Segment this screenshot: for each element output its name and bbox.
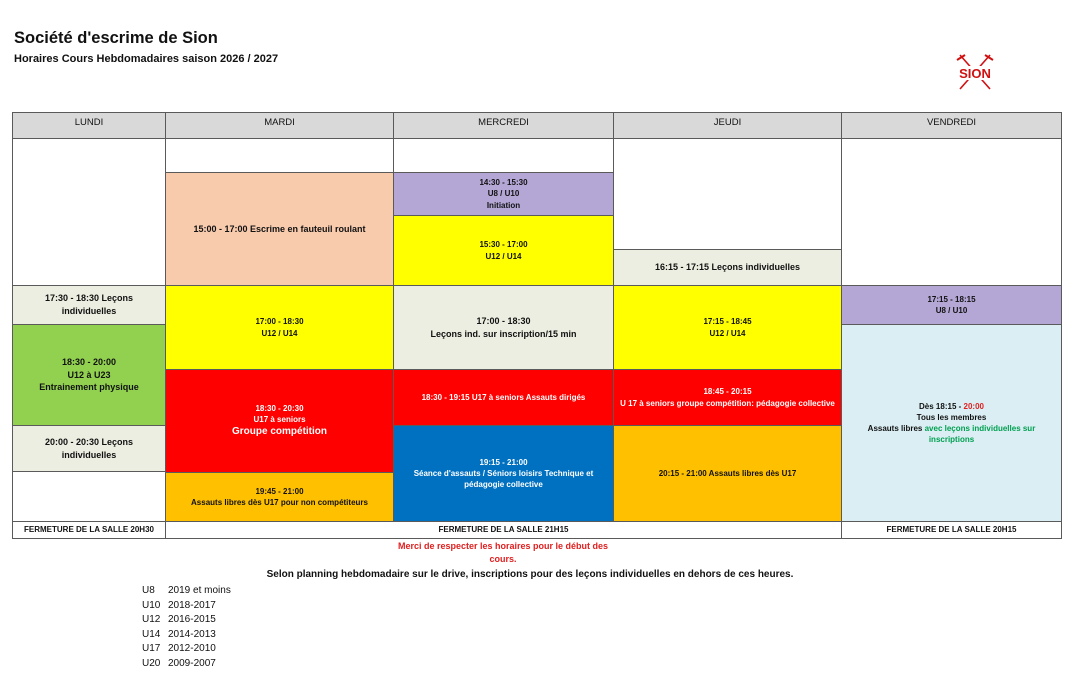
page-title: Société d'escrime de Sion (14, 29, 218, 47)
session-monday-lecons-2 (12, 425, 166, 472)
legend-row (142, 613, 231, 628)
session-text: 18:30 - 19:15 U17 à seniors Assauts dirigés (421, 392, 586, 402)
session-tuesday-assauts (165, 472, 394, 522)
session-time: 17:00 - 18:30 (476, 315, 531, 326)
session-group: U12 / U14 (485, 251, 522, 261)
session-text: 15:00 - 17:00 Escrime en fauteuil roulant (193, 223, 366, 234)
session-desc: Initiation (486, 200, 521, 210)
legend-years: 2014-2013 (168, 628, 216, 640)
session-monday-u12-u23 (12, 324, 166, 426)
session-desc: U 17 à seniors groupe compétition: pédagogie collective (620, 398, 835, 408)
session-wednesday-u12-u14 (393, 215, 614, 286)
session-tuesday-fauteuil (165, 172, 394, 286)
empty-slot-monday-morning (12, 138, 166, 286)
session-desc: Entrainement physique (39, 382, 139, 393)
closing-friday: FERMETURE DE LA SALLE 20H15 (841, 521, 1062, 539)
session-time: 17:00 - 18:30 (255, 317, 304, 327)
crossed-swords-icon (952, 52, 998, 92)
session-thursday-competition (613, 369, 842, 426)
session-friday-members (841, 324, 1062, 522)
session-text: 20:00 - 20:30 Leçons individuelles (44, 436, 134, 460)
session-desc: Groupe compétition (232, 426, 327, 438)
session-time-end: 20:00 (963, 401, 984, 411)
session-desc: Leçons ind. sur inscription/15 min (430, 328, 577, 339)
legend-years: 2018-2017 (168, 599, 216, 611)
session-time: 18:30 - 20:00 (61, 357, 117, 368)
empty-slot-tuesday-morning (165, 138, 394, 173)
session-thursday-assauts (613, 425, 842, 522)
schedule-notice: Merci de respecter les horaires pour le début des cours. (397, 541, 609, 565)
session-time: 19:45 - 21:00 (255, 486, 304, 496)
closing-tue-thu: FERMETURE DE LA SALLE 21H15 (165, 521, 842, 539)
legend-category: U17 (142, 643, 161, 654)
empty-slot-monday-evening (12, 471, 166, 522)
legend-category: U20 (142, 657, 161, 669)
session-thursday-lecons (613, 249, 842, 286)
session-group: U8 / U10 (487, 189, 520, 199)
session-time (919, 401, 984, 412)
session-desc-highlight: avec leçons individuelles sur inscriptions (924, 424, 1036, 445)
session-time: 19:15 - 21:00 (479, 457, 528, 467)
session-desc-main: Assauts libres (867, 424, 925, 433)
session-thursday-u12-u14 (613, 285, 842, 370)
legend-years: 2009-2007 (168, 657, 216, 669)
session-time: 17:15 - 18:45 (703, 317, 752, 327)
session-time: 17:15 - 18:15 (927, 294, 976, 304)
session-time: 18:30 - 20:30 (255, 403, 304, 413)
day-header-thursday: JEUDI (613, 112, 842, 139)
legend-row (142, 657, 231, 672)
session-group: Tous les membres (916, 412, 987, 422)
legend-category: U12 (142, 614, 161, 625)
empty-slot-friday-morning (841, 138, 1062, 286)
session-time-start: Dès 18:15 - (919, 401, 964, 411)
session-group: U12 / U14 (261, 328, 298, 338)
logo-text: SION (959, 66, 991, 81)
session-desc: Assauts libres dès U17 pour non compétiteurs (191, 498, 368, 507)
legend-row (142, 628, 231, 643)
page-subtitle: Horaires Cours Hebdomadaires saison 2026 / 2027 (14, 53, 279, 65)
day-header-friday: VENDREDI (841, 112, 1062, 139)
legend-row (142, 642, 231, 657)
session-tuesday-competition (165, 369, 394, 473)
session-time: 18:45 - 20:15 (703, 387, 752, 397)
legend-category: U8 (142, 585, 155, 596)
session-group: U12 / U14 (709, 328, 746, 338)
legend-row (142, 584, 231, 599)
empty-slot-thursday-morning (613, 138, 842, 250)
day-header-monday: LUNDI (12, 112, 166, 139)
legend-years: 2019 et moins (168, 585, 231, 596)
session-wednesday-lecons (393, 285, 614, 370)
session-wednesday-assauts-diriges (393, 369, 614, 426)
session-desc: Séance d'assauts / Séniors loisirs Technique et pédagogie collective (413, 468, 594, 490)
session-desc (846, 423, 1057, 445)
planning-note: Selon planning hebdomadaire sur le drive, inscriptions pour des leçons individuelles en dehors de ces heures. (266, 569, 794, 580)
session-wednesday-initiation (393, 172, 614, 216)
legend-row (142, 599, 231, 614)
legend-category: U14 (142, 628, 161, 640)
session-text: 17:30 - 18:30 Leçons individuelles (44, 293, 134, 316)
session-group: U12 à U23 (67, 369, 111, 380)
session-text: 16:15 - 17:15 Leçons individuelles (654, 262, 801, 273)
day-header-wednesday: MERCREDI (393, 112, 614, 139)
legend-years: 2012-2010 (168, 643, 216, 654)
session-time: 15:30 - 17:00 (479, 240, 528, 250)
legend-category: U10 (142, 599, 161, 611)
session-monday-lecons-1 (12, 285, 166, 325)
legend-years: 2016-2015 (168, 614, 216, 625)
day-header-tuesday: MARDI (165, 112, 394, 139)
session-friday-u8-u10 (841, 285, 1062, 325)
age-category-legend (142, 584, 231, 671)
empty-slot-wednesday-morning (393, 138, 614, 173)
session-time: 14:30 - 15:30 (479, 178, 528, 188)
session-group: U17 à seniors (253, 415, 306, 424)
club-logo (952, 52, 998, 92)
session-group: U8 / U10 (935, 306, 968, 315)
session-tuesday-u12-u14 (165, 285, 394, 370)
session-wednesday-seance (393, 425, 614, 522)
session-text: 20:15 - 21:00 Assauts libres dès U17 (658, 468, 797, 478)
closing-monday: FERMETURE DE LA SALLE 20H30 (12, 521, 166, 539)
